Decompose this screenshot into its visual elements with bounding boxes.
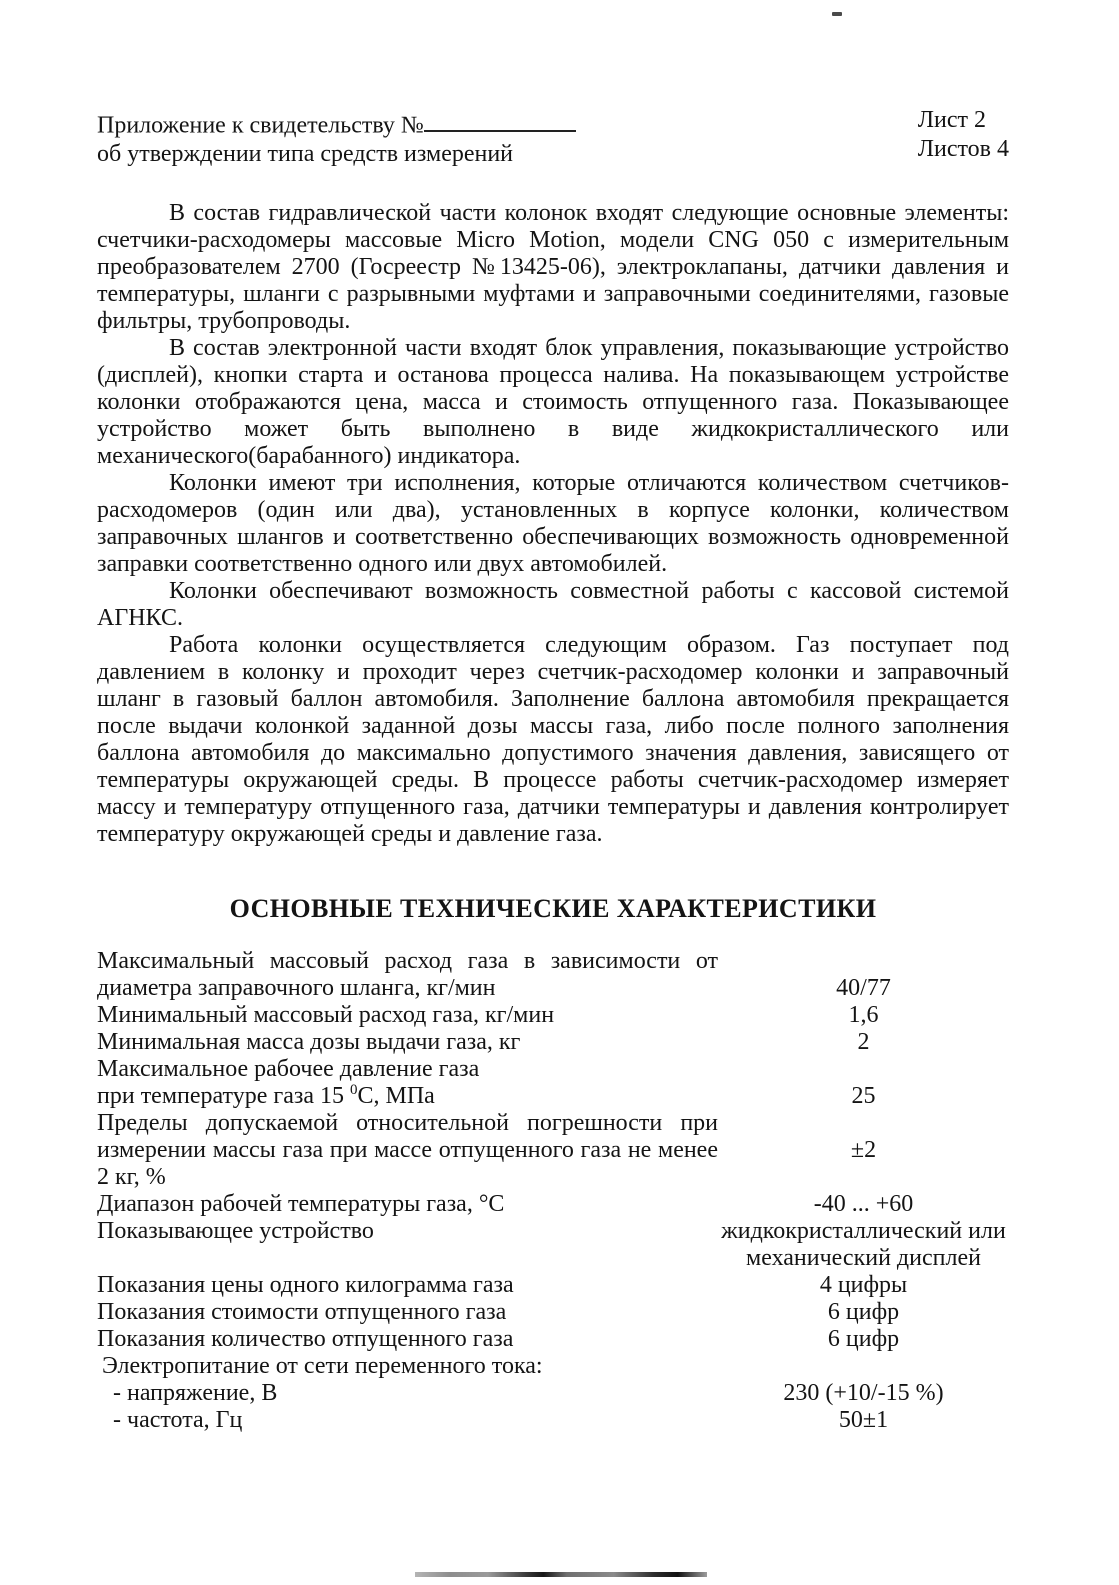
spec-label-line2 [97, 1083, 435, 1109]
spec-row [97, 1056, 1009, 1110]
spec-value: 4 цифры [819, 1272, 908, 1299]
paragraph-electronic-part: В состав электронной части входят блок управления, показывающие устройство (дисплей), кнопки старта и останова процесса налива. На показывающем устройстве колонки отображаются цена, масса и стоимость отпущенного газа. Показывающее устройство может быть выполнено в виде жидкокристаллического или механического(барабанного) индикатора. [97, 335, 1009, 470]
degree-superscript: 0 [350, 1082, 358, 1099]
spec-value: жидкокристаллический или механический дисплей [721, 1218, 1006, 1272]
spec-label: Минимальная масса дозы выдачи газа, кг [97, 1029, 521, 1056]
spec-row [97, 1002, 1009, 1029]
spec-value: 6 цифр [827, 1326, 900, 1353]
spec-label [97, 1056, 718, 1110]
spec-label: Показывающее устройство [97, 1218, 374, 1245]
spec-label: - частота, Гц [113, 1407, 243, 1434]
spec-row [97, 1299, 1009, 1326]
spec-row [97, 1326, 1009, 1353]
spec-label: - напряжение, В [113, 1380, 278, 1407]
spec-label: Пределы допускаемой относительной погрешности при измерении массы газа при массе отпущенного газа не менее 2 кг, % [97, 1110, 718, 1191]
spec-label-line2-prefix: при температуре газа 15 [97, 1083, 350, 1110]
paragraph-cash-system: Колонки обеспечивают возможность совместной работы с кассовой системой АГНКС. [97, 578, 1009, 632]
spec-row [97, 1407, 1009, 1434]
spec-row [97, 1191, 1009, 1218]
scan-speck-top [832, 12, 842, 16]
section-title: ОСНОВНЫЕ ТЕХНИЧЕСКИЕ ХАРАКТЕРИСТИКИ [229, 894, 877, 924]
spec-value: 50±1 [838, 1407, 889, 1434]
spec-row [97, 948, 1009, 1002]
paragraph-hydraulic-part: В состав гидравлической части колонок входят следующие основные элементы: счетчики-расходомеры массовые Micro Motion, модели CNG 050 с измерительным преобразователем 2700 (Госреестр №13425-06), электроклапаны, датчики давления и температуры, шланги с разрывными муфтами и заправочными соединителями, газовые фильтры, трубопроводы. [97, 200, 1009, 335]
spec-row [97, 1029, 1009, 1056]
spec-row [97, 1110, 1009, 1191]
document-header [97, 106, 1009, 169]
appendix-line-1 [97, 106, 576, 140]
paragraph-versions: Колонки имеют три исполнения, которые отличаются количеством счетчиков-расходомеров (один или два), установленных в корпусе колонки, количеством заправочных шлангов и соответственно обеспечивающих возможность одновременной заправки соответственно одного или двух автомобилей. [97, 470, 1009, 578]
spec-value: 1,6 [848, 1002, 879, 1029]
spec-row [97, 1218, 1009, 1272]
spec-label: Максимальный массовый расход газа в зависимости от диаметра заправочного шланга, кг/мин [97, 948, 718, 1002]
document-body [97, 200, 1009, 848]
spec-label: Показания цены одного килограмма газа [97, 1272, 514, 1299]
spec-value: 6 цифр [827, 1299, 900, 1326]
spec-label: Показания стоимости отпущенного газа [97, 1299, 507, 1326]
spec-label-line1: Максимальное рабочее давление газа [97, 1056, 480, 1083]
spec-value: 25 [851, 1083, 876, 1110]
sheet-info-block [918, 106, 1009, 164]
spec-label: Минимальный массовый расход газа, кг/мин [97, 1002, 555, 1029]
spec-label: Электропитание от сети переменного тока: [102, 1353, 543, 1380]
spec-label-line2-suffix: С, МПа [357, 1083, 435, 1110]
spec-value [718, 1353, 1009, 1380]
paragraph-operation: Работа колонки осуществляется следующим образом. Газ поступает под давлением в колонку и проходит через счетчик-расходомер колонки и заправочный шланг в газовый баллон автомобиля. Заполнение баллона автомобиля прекращается после выдачи колонкой заданной дозы массы газа, либо после полного заполнения баллона автомобиля до максимально допустимого значения давления, зависящего от температуры окружающей среды. В процессе работы счетчик-расходомер измеряет массу и температуру отпущенного газа, датчики температуры и давления контролирует температуру окружающей среды и давление газа. [97, 632, 1009, 848]
appendix-title-block [97, 106, 576, 169]
appendix-line-2: об утверждении типа средств измерений [97, 141, 514, 168]
scan-smudge-bottom [415, 1572, 707, 1577]
spec-row [97, 1272, 1009, 1299]
spec-value: 40/77 [836, 975, 891, 1002]
spec-value: 230 (+10/-15 %) [783, 1380, 944, 1407]
sheets-total: Листов 4 [917, 136, 1009, 162]
spec-value: 2 [857, 1029, 870, 1056]
spec-row [97, 1353, 1009, 1380]
spec-label: Диапазон рабочей температуры газа, °С [97, 1191, 505, 1218]
spec-value: -40 ... +60 [813, 1191, 914, 1218]
certificate-number-blank [424, 106, 576, 132]
specs-table [97, 948, 1009, 1434]
sheet-number: Лист 2 [917, 107, 986, 133]
page-content [97, 106, 1009, 1434]
spec-label: Показания количество отпущенного газа [97, 1326, 514, 1353]
spec-value: ±2 [850, 1137, 877, 1164]
spec-row [97, 1380, 1009, 1407]
appendix-line-1-text: Приложение к свидетельству № [97, 112, 424, 139]
